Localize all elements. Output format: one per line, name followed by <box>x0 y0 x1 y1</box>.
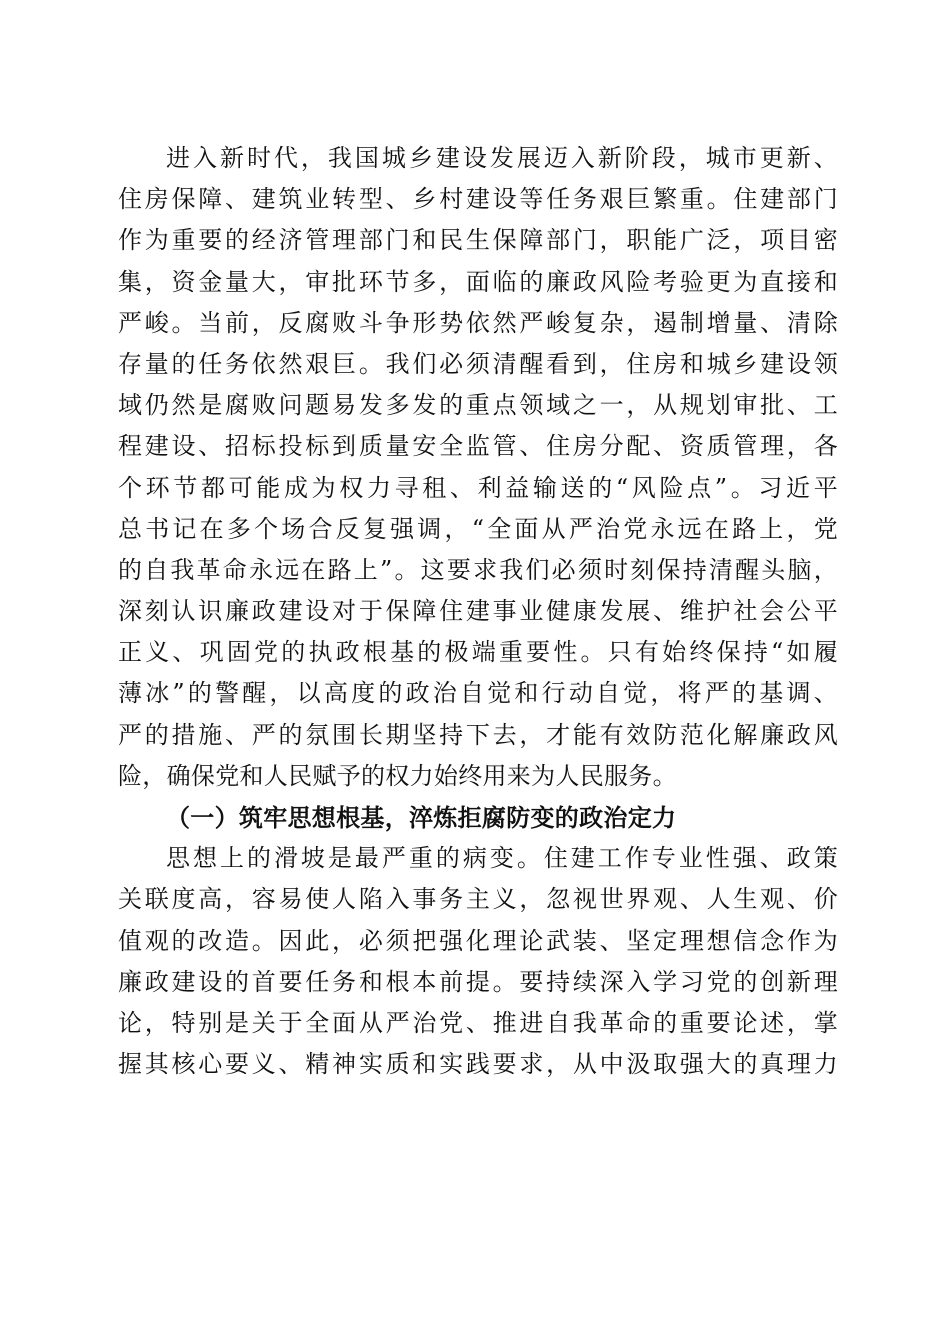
paragraph-intro <box>118 138 838 797</box>
text-line: 住房保障、建筑业转型、乡村建设等任务艰巨繁重。住建部门 <box>118 185 838 214</box>
text-line: 进入新时代，我国城乡建设发展迈入新阶段，城市更新、 <box>166 144 838 172</box>
text-line: 廉政建设的首要任务和根本前提。要持续深入学习党的创新理 <box>118 967 838 996</box>
text-line: 薄冰”的警醒，以高度的政治自觉和行动自觉，将严的基调、 <box>118 679 838 708</box>
text-line: 严峻。当前，反腐败斗争形势依然严峻复杂，遏制增量、清除 <box>118 308 838 337</box>
text-line: 正义、巩固党的执政根基的极端重要性。只有始终保持“如履 <box>118 638 838 667</box>
text-line: 握其核心要义、精神实质和实践要求，从中汲取强大的真理力 <box>118 1050 838 1079</box>
document-page <box>118 138 838 1085</box>
text-line: 集，资金量大，审批环节多，面临的廉政风险考验更为直接和 <box>118 267 838 296</box>
text-line: 作为重要的经济管理部门和民生保障部门，职能广泛，项目密 <box>118 226 838 255</box>
text-line: 严的措施、严的氛围长期坚持下去，才能有效防范化解廉政风 <box>118 720 838 749</box>
section-heading: （一）筑牢思想根基，淬炼拒腐防变的政治定力 <box>166 803 677 832</box>
text-line: 关联度高，容易使人陷入事务主义，忽视世界观、人生观、价 <box>118 885 838 914</box>
text-line: 的自我革命永远在路上”。这要求我们必须时刻保持清醒头脑， <box>118 555 838 584</box>
text-line: 总书记在多个场合反复强调，“全面从严治党永远在路上，党 <box>118 514 838 543</box>
text-line: 个环节都可能成为权力寻租、利益输送的“风险点”。习近平 <box>118 473 838 502</box>
text-line: 程建设、招标投标到质量安全监管、住房分配、资质管理，各 <box>118 432 838 461</box>
text-line: 深刻认识廉政建设对于保障住建事业健康发展、维护社会公平 <box>118 597 838 626</box>
text-line: 存量的任务依然艰巨。我们必须清醒看到，住房和城乡建设领 <box>118 349 838 378</box>
text-line: 思想上的滑坡是最严重的病变。住建工作专业性强、政策 <box>166 844 838 873</box>
paragraph-section-one <box>118 838 838 1085</box>
text-line: 值观的改造。因此，必须把强化理论武装、坚定理想信念作为 <box>118 926 838 955</box>
text-line: 论，特别是关于全面从严治党、推进自我革命的重要论述，掌 <box>118 1008 838 1037</box>
text-line: 险，确保党和人民赋予的权力始终用来为人民服务。 <box>118 761 677 790</box>
text-line: 域仍然是腐败问题易发多发的重点领域之一，从规划审批、工 <box>118 391 838 420</box>
